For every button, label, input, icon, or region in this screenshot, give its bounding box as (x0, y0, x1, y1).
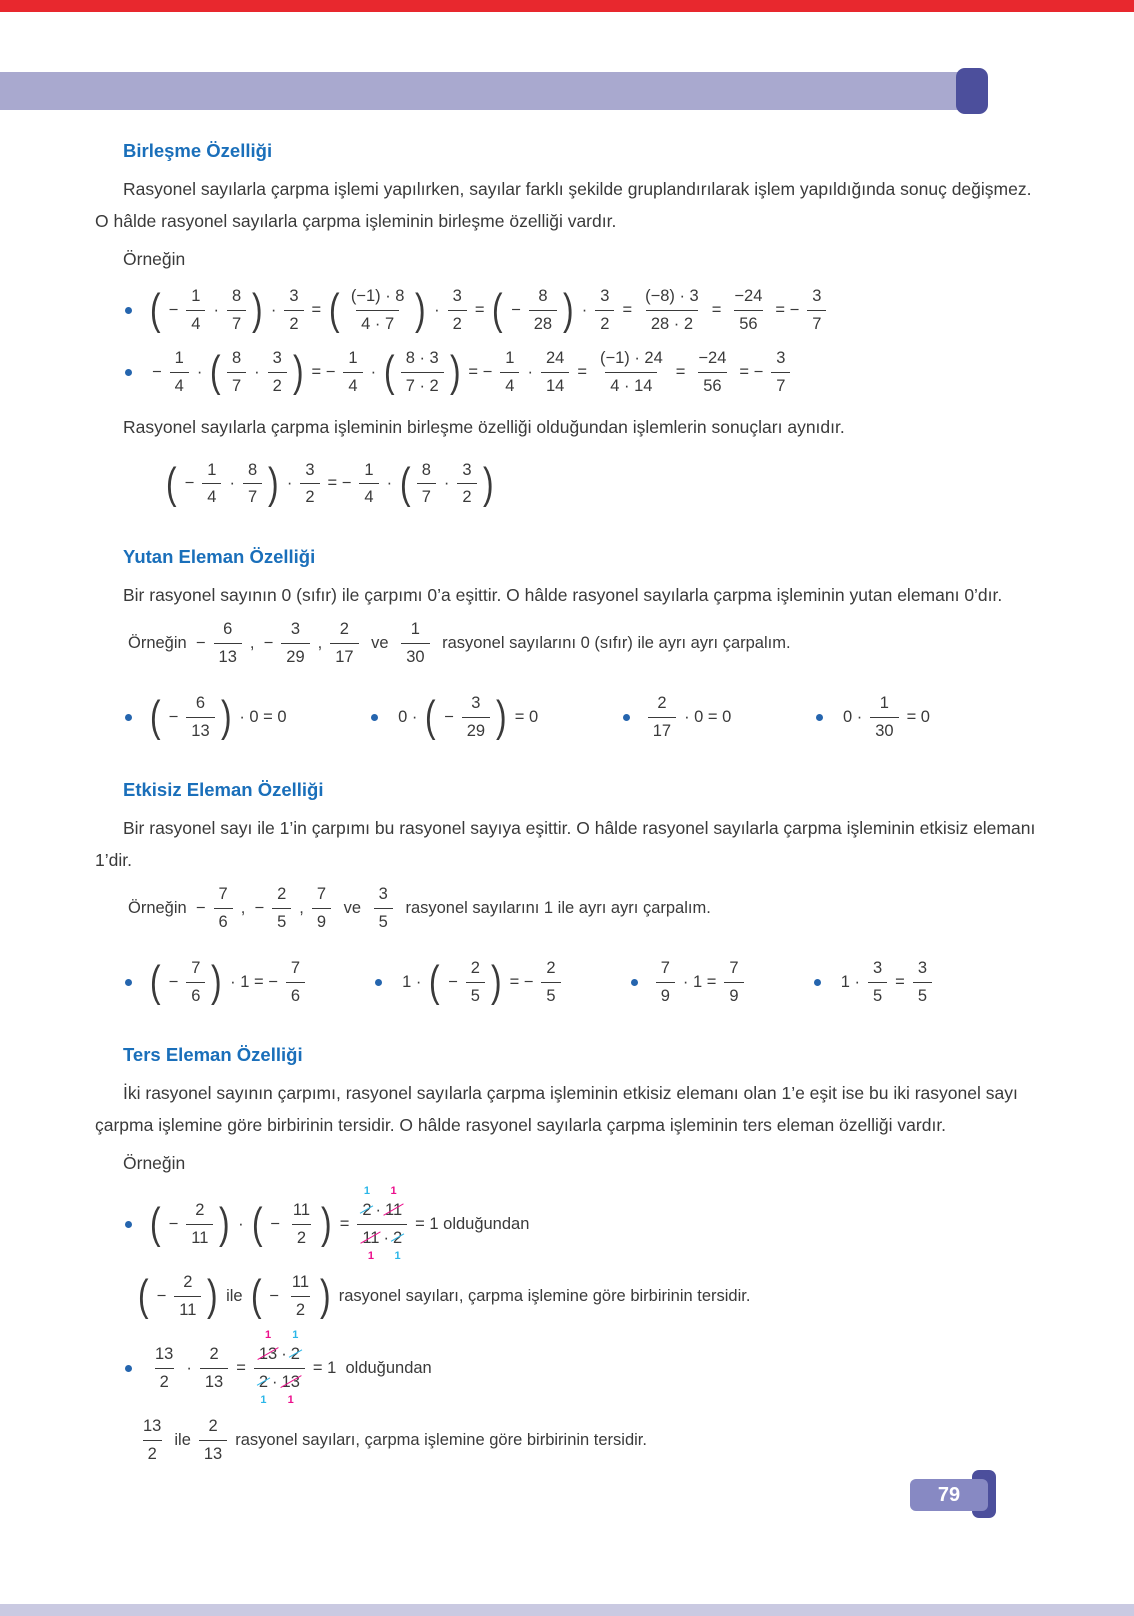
math-expression: $\frac{7}{9}$ · 1 = $\frac{7}{9}$ (653, 960, 747, 1004)
math-expression: 1 · $\frac{3}{5}$ = $\frac{3}{5}$ (836, 960, 935, 1004)
bullet-icon (125, 1365, 132, 1372)
section-etkisiz-eleman (95, 779, 1045, 1004)
math-expression: Örneğin − $\frac{7}{6}$ , − $\frac{2}{5}$ , $\frac{7}{9}$ ve $\frac{3}{5}$ rasyonel sayılarını 1 ile ayrı ayrı çarpalım. (128, 885, 711, 931)
bullet-icon (631, 979, 638, 986)
section-heading: Ters Eleman Özelliği (123, 1044, 303, 1065)
page-number: 79 (937, 1483, 961, 1506)
examples-row (125, 957, 935, 1006)
math-expression: 0 · $\frac{1}{30}$ = 0 (842, 694, 930, 740)
math-line (135, 1271, 1045, 1320)
header-band (0, 72, 962, 110)
bullet-icon (125, 1221, 132, 1228)
bullet-icon (125, 979, 132, 986)
math-line (623, 695, 737, 739)
bottom-accent-bar (0, 1604, 1134, 1616)
math-line (135, 1418, 1045, 1462)
example-line (123, 621, 1045, 665)
paragraph: Bir rasyonel sayı ile 1’in çarpımı bu rasyonel sayıya eşittir. O hâlde rasyonel sayılarla çarpma işleminin etkisiz elemanı 1’dir. (95, 818, 1036, 870)
example-label: Örneğin (123, 1153, 186, 1173)
math-line (163, 458, 1045, 508)
page-number-badge (910, 1479, 988, 1511)
paragraph: Bir rasyonel sayının 0 (sıfır) ile çarpımı 0’a eşittir. O hâlde rasyonel sayılarla çarpma işleminin yutan elemanı 0’dır. (123, 584, 1003, 605)
math-expression: ( − $\frac{2}{11}$ ) · ( − $\frac{11}{2}$ ) = 2 1 · 11 1 11 1 · 2 1 = 1 olduğundan (150, 1185, 530, 1262)
bullet-icon (623, 714, 630, 721)
math-expression: ( − $\frac{6}{13}$ ) · 0 = 0 (150, 692, 287, 741)
math-line (631, 960, 747, 1004)
section-heading: Etkisiz Eleman Özelliği (123, 779, 324, 800)
math-line (125, 347, 1045, 396)
examples-row (125, 692, 935, 741)
math-expression: $\frac{2}{17}$ · 0 = 0 (645, 695, 737, 739)
header-band-cap (956, 68, 988, 114)
math-expression: 0 · ( − $\frac{3}{29}$ ) = 0 (398, 692, 539, 741)
math-line (816, 695, 935, 739)
page-content (95, 140, 1045, 1502)
math-expression: $\frac{13}{2}$ · $\frac{2}{13}$ = 13 1 · 2 1 2 1 · 13 1 = 1 olduğundan (155, 1329, 432, 1406)
bullet-icon (125, 307, 132, 314)
math-expression: ( − $\frac{2}{11}$ ) ile ( − $\frac{11}{2}$ ) rasyonel sayıları, çarpma işlemine göre birbirinin tersidir. (138, 1271, 751, 1320)
math-line (125, 1329, 1045, 1406)
math-expression: 1 · ( − $\frac{2}{5}$ ) = − $\frac{2}{5}$ (397, 960, 563, 1004)
math-line (125, 957, 308, 1006)
math-line (125, 692, 292, 741)
paragraph: İki rasyonel sayının çarpımı, rasyonel sayılarla çarpma işleminin etkisiz elemanı olan 1’e eşit ise bu iki rasyonel sayı çarpma işlemine göre birbirinin tersidir. O hâlde rasyonel sayılarla çarpma işleminin ters eleman özelliği vardır. (95, 1083, 1018, 1135)
bullet-icon (125, 369, 132, 376)
math-line (375, 957, 563, 1006)
paragraph: Rasyonel sayılarla çarpma işlemi yapılırken, sayılar farklı şekilde gruplandırılarak işlem yapıldığında sonuç değişmez. O hâlde rasyonel sayılarla çarpma işleminin birleşme özelliği vardır. (95, 179, 1032, 231)
math-line (125, 285, 1045, 334)
section-yutan-eleman (95, 546, 1045, 740)
math-expression: Örneğin − $\frac{6}{13}$ , − $\frac{3}{29}$ , $\frac{2}{17}$ ve $\frac{1}{30}$ rasyonel sayılarını 0 (sıfır) ile ayrı ayrı çarpalım. (128, 620, 791, 666)
example-label: Örneğin (123, 249, 186, 269)
top-accent-bar (0, 0, 1134, 12)
math-expression: − $\frac{1}{4}$ · ( $\frac{8}{7}$ · $\frac{3}{2}$ ) = − $\frac{1}{4}$ · ( $\frac{8 \cdot 3}{7 \cdot 2}$ ) = − $\frac{1}{4}$ · $\frac{24}{14}$ = $\frac{(-1) \cdot 24}{4 \cdot 14}$ = $\frac{-24}{56}$ = − $\frac{3}{7}$ (147, 350, 793, 394)
math-expression: $\frac{13}{2}$ ile $\frac{2}{13}$ rasyonel sayıları, çarpma işlemine göre birbirinin tersidir. (143, 1417, 647, 1463)
section-heading: Birleşme Özelliği (123, 140, 273, 161)
bullet-icon (125, 714, 132, 721)
bullet-icon (814, 979, 821, 986)
math-line (371, 692, 543, 741)
math-expression: ( − $\frac{7}{6}$ ) · 1 = − $\frac{7}{6}$ (147, 960, 308, 1004)
bullet-icon (816, 714, 823, 721)
example-line (123, 886, 1045, 930)
math-expression: ( − $\frac{1}{4}$ · $\frac{8}{7}$ ) · $\frac{3}{2}$ = − $\frac{1}{4}$ · ( $\frac{8}{7}$ · $\frac{3}{2}$ ) (166, 458, 494, 508)
bullet-icon (375, 979, 382, 986)
section-birlesme-ozelligi (95, 140, 1045, 506)
math-expression: ( − $\frac{1}{4}$ · $\frac{8}{7}$ ) · $\frac{3}{2}$ = ( $\frac{(-1) \cdot 8}{4 \cdot 7}$ ) · $\frac{3}{2}$ = ( − $\frac{8}{28}$ ) · $\frac{3}{2}$ = $\frac{(-8) \cdot 3}{28 \cdot 2}$ = $\frac{-24}{56}$ = − $\frac{3}{7}$ (147, 288, 829, 332)
section-ters-eleman (95, 1044, 1045, 1462)
section-heading: Yutan Eleman Özelliği (123, 545, 316, 567)
math-line (125, 1185, 1045, 1262)
paragraph: Rasyonel sayılarla çarpma işleminin birleşme özelliği olduğundan işlemlerin sonuçları aynıdır. (123, 417, 845, 437)
math-line (814, 960, 935, 1004)
bullet-icon (371, 714, 378, 721)
